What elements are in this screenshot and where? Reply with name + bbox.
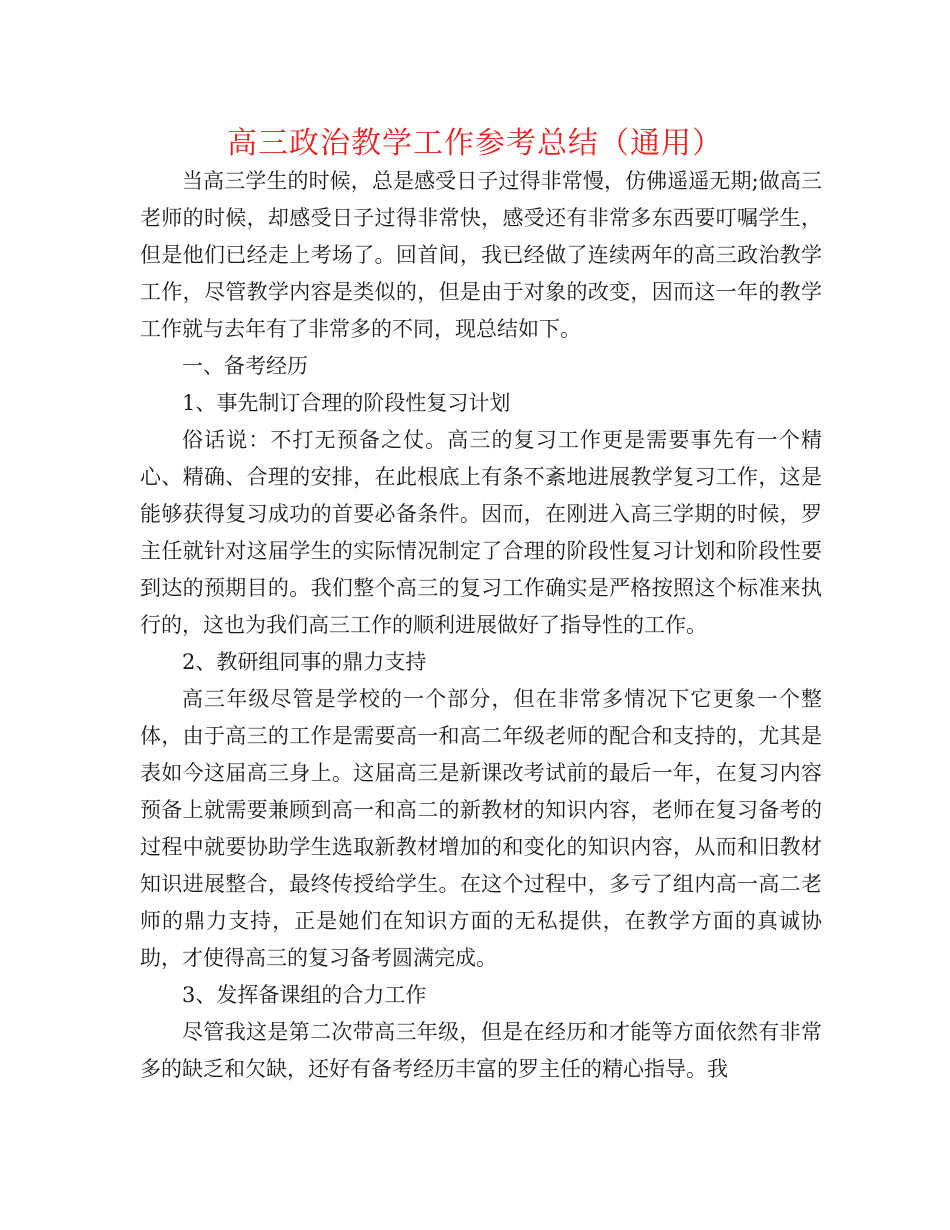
section-heading-1: 一、备考经历 (182, 354, 308, 378)
body-paragraph-1: 俗话说：不打无预备之仗。高三的复习工作更是需要事先有一个精心、精确、合理的安排，在此根底上有条不紊地进展教学复习工作，这是能够获得复习成功的首要必备条件。因而，在刚进入高三学期的时候，罗主任就针对这届学生的实际情况制定了合理的阶段性复习计划和阶段性要到达的预期目的。我们整个高三的复习工作确实是严格按照这个标准来执行的，这也为我们高三工作的顺利进展做好了指导性的工作。 (140, 428, 822, 637)
body-paragraph-2: 高三年级尽管是学校的一个部分，但在非常多情况下它更象一个整体，由于高三的工作是需要高一和高二年级老师的配合和支持的，尤其是表如今这届高三身上。这届高三是新课改考试前的最后一年，在复习内容预备上就需要兼顾到高一和高二的新教材的知识内容，老师在复习备考的过程中就要协助学生选取新教材增加的和变化的知识内容，从而和旧教材知识进展整合，最终传授给学生。在这个过程中，多亏了组内高一高二老师的鼎力支持，正是她们在知识方面的无私提供，在教学方面的真诚协助，才使得高三的复习备考圆满完成。 (140, 687, 822, 970)
document-title: 高三政治教学工作参考总结（通用） (227, 126, 723, 161)
document-body (140, 163, 822, 1088)
subheading-1: 1、事先制订合理的阶段性复习计划 (182, 391, 511, 415)
subheading-3: 3、发挥备课组的合力工作 (182, 983, 427, 1007)
intro-paragraph: 当高三学生的时候，总是感受日子过得非常慢，仿佛遥遥无期;做高三老师的时候，却感受日子过得非常快，感受还有非常多东西要叮嘱学生，但是他们已经走上考场了。回首间，我已经做了连续两年的高三政治教学工作，尽管教学内容是类似的，但是由于对象的改变，因而这一年的教学工作就与去年有了非常多的不同，现总结如下。 (140, 169, 822, 341)
subheading-2: 2、教研组同事的鼎力支持 (182, 650, 427, 674)
body-paragraph-3: 尽管我这是第二次带高三年级，但是在经历和才能等方面依然有非常多的缺乏和欠缺，还好有备考经历丰富的罗主任的精心指导。我 (140, 1020, 822, 1081)
